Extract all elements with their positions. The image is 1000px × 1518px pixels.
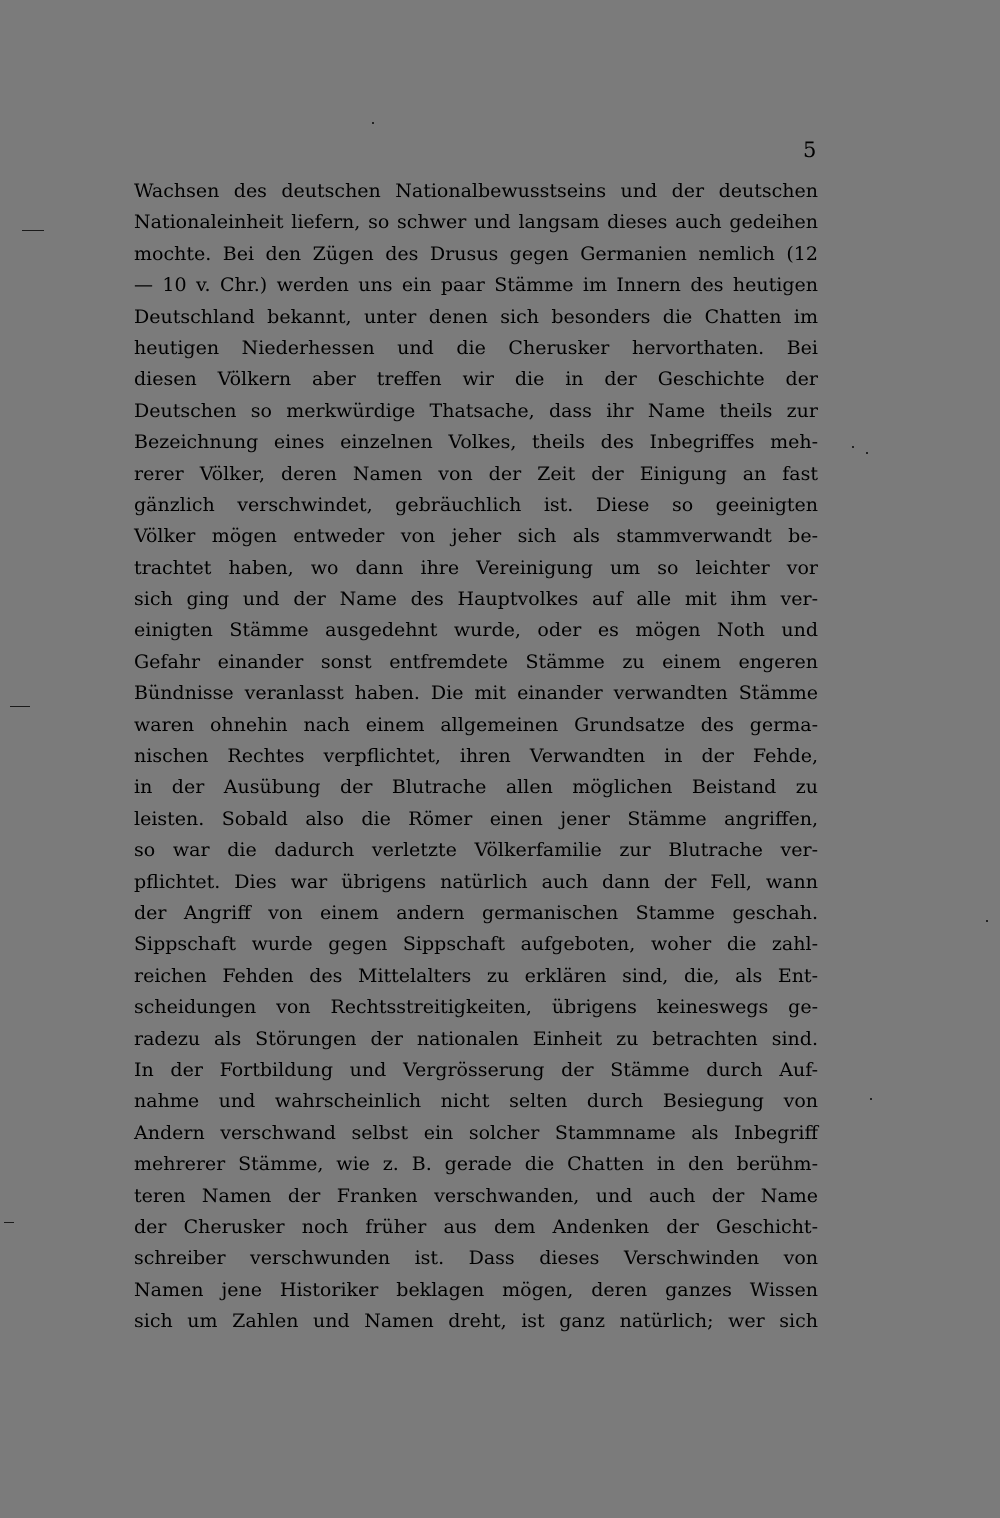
text-line: Andern verschwand selbst ein solcher Stammname als Inbegriff bbox=[134, 1121, 818, 1144]
page-number: 5 bbox=[803, 138, 817, 162]
margin-mark bbox=[10, 706, 30, 707]
text-line: Gefahr einander sonst entfremdete Stämme zu einem engeren bbox=[134, 650, 818, 673]
text-line: schreiber verschwunden ist. Dass dieses Verschwinden von bbox=[134, 1247, 818, 1270]
speck bbox=[372, 122, 374, 124]
text-line: der Angriff von einem andern germanischen Stamme geschah. bbox=[134, 901, 818, 924]
speck bbox=[866, 452, 868, 454]
text-line: trachtet haben, wo dann ihre Vereinigung um so leichter vor bbox=[134, 556, 818, 579]
speck bbox=[986, 920, 988, 922]
text-line: Sippschaft wurde gegen Sippschaft aufgeboten, woher die zahl- bbox=[134, 933, 818, 956]
text-line: so war die dadurch verletzte Völkerfamilie zur Blutrache ver- bbox=[134, 839, 818, 862]
text-line: mehrerer Stämme, wie z. B. gerade die Chatten in den berühm- bbox=[134, 1153, 818, 1176]
text-line: reichen Fehden des Mittelalters zu erklären sind, die, als Ent- bbox=[134, 964, 818, 987]
text-line: — 10 v. Chr.) werden uns ein paar Stämme im Innern des heutigen bbox=[134, 274, 818, 297]
text-line: Deutschen so merkwürdige Thatsache, dass ihr Name theils zur bbox=[134, 399, 818, 422]
text-line: einigten Stämme ausgedehnt wurde, oder es mögen Noth und bbox=[134, 619, 818, 642]
text-line: rerer Völker, deren Namen von der Zeit der Einigung an fast bbox=[134, 462, 818, 485]
text-line: der Cherusker noch früher aus dem Andenken der Geschicht- bbox=[134, 1215, 818, 1238]
text-line: nahme und wahrscheinlich nicht selten durch Besiegung von bbox=[134, 1090, 818, 1113]
text-line: Völker mögen entweder von jeher sich als stammverwandt be- bbox=[134, 525, 818, 548]
text-line: diesen Völkern aber treffen wir die in der Geschichte der bbox=[134, 368, 818, 391]
text-line: sich um Zahlen und Namen dreht, ist ganz natürlich; wer sich bbox=[134, 1310, 818, 1333]
speck bbox=[870, 1098, 872, 1100]
text-line: In der Fortbildung und Vergrösserung der Stämme durch Auf- bbox=[134, 1058, 818, 1081]
text-line: in der Ausübung der Blutrache allen möglichen Beistand zu bbox=[134, 776, 818, 799]
text-line: heutigen Niederhessen und die Cherusker hervorthaten. Bei bbox=[134, 336, 818, 359]
text-line: mochte. Bei den Zügen des Drusus gegen Germanien nemlich (12 bbox=[134, 242, 818, 265]
speck bbox=[852, 446, 854, 448]
text-line: pflichtet. Dies war übrigens natürlich auch dann der Fell, wann bbox=[134, 870, 818, 893]
text-line: radezu als Störungen der nationalen Einheit zu betrachten sind. bbox=[134, 1027, 818, 1050]
text-line: Bezeichnung eines einzelnen Volkes, theils des Inbegriffes meh- bbox=[134, 431, 818, 454]
text-line: teren Namen der Franken verschwanden, und auch der Name bbox=[134, 1184, 818, 1207]
margin-mark bbox=[4, 1222, 14, 1223]
text-line: Deutschland bekannt, unter denen sich besonders die Chatten im bbox=[134, 305, 818, 328]
text-line: nischen Rechtes verpflichtet, ihren Verwandten in der Fehde, bbox=[134, 745, 818, 768]
text-line: waren ohnehin nach einem allgemeinen Grundsatze des germa- bbox=[134, 713, 818, 736]
text-line: Nationaleinheit liefern, so schwer und langsam dieses auch gedeihen bbox=[134, 211, 818, 234]
text-line: Namen jene Historiker beklagen mögen, deren ganzes Wissen bbox=[134, 1278, 818, 1301]
text-line: Bündnisse veranlasst haben. Die mit einander verwandten Stämme bbox=[134, 682, 818, 705]
text-line: gänzlich verschwindet, gebräuchlich ist. Diese so geeinigten bbox=[134, 493, 818, 516]
margin-mark bbox=[22, 230, 44, 231]
body-text bbox=[134, 176, 818, 1337]
text-line: leisten. Sobald also die Römer einen jener Stämme angriffen, bbox=[134, 807, 818, 830]
text-line: scheidungen von Rechtsstreitigkeiten, übrigens keineswegs ge- bbox=[134, 996, 818, 1019]
text-line: sich ging und der Name des Hauptvolkes auf alle mit ihm ver- bbox=[134, 588, 818, 611]
text-line: Wachsen des deutschen Nationalbewusstseins und der deutschen bbox=[134, 180, 818, 202]
